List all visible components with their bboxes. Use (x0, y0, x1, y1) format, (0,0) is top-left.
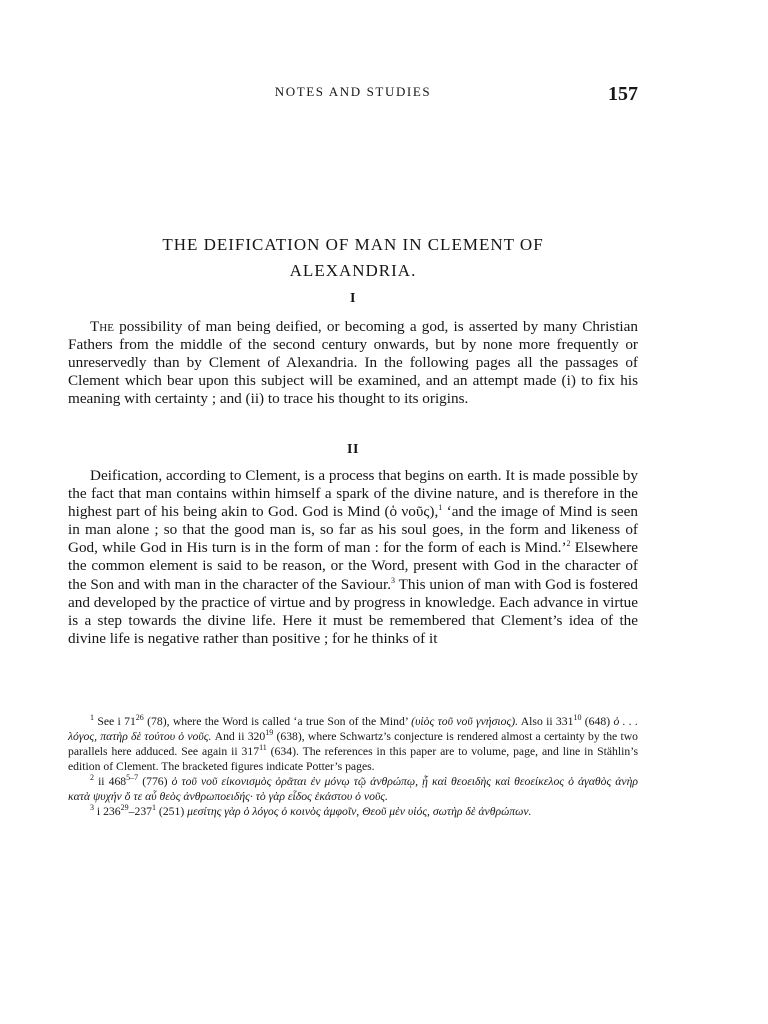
footnote-2-mark: 2 (90, 773, 94, 783)
paragraph-2 (68, 467, 638, 648)
paragraph-2-part-c: Elsewhere the common element is said to be reason, or the Word, present with God in the character of the Son and with man in the character of the Saviour. (68, 539, 638, 593)
title-line-1: THE DEIFICATION OF MAN IN CLEMENT OF (162, 235, 544, 254)
footnotes (68, 714, 638, 819)
footnote-ref-2: 2 (566, 539, 571, 549)
paragraph-2-part-a: Deification, according to Clement, is a process that begins on earth. It is made possible by the fact that man contains within himself a spark of the divine nature, and is therefore in the highest part of his being akin to God. God is Mind (ὁ νοῦς), (68, 467, 638, 521)
paragraph-2-part-b: ‘and the image of Mind is seen in man alone ; so that the good man is, so far as his soul goes, in the form and likeness of God, while God in His turn is in the form of man : for the form of each is Mind.’ (68, 503, 639, 557)
running-head: NOTES AND STUDIES (274, 84, 432, 99)
footnote-ref-3: 3 (391, 575, 396, 585)
article-title (68, 232, 638, 284)
paragraph-1-text: possibility of man being deified, or becoming a god, is asserted by many Christian Fathers from the middle of the second century onwards, but by none more frequently or unreservedly than by Clement of Alexandria. In the following pages all the passages of Clement which bear upon this subject will be examined, and an attempt made (i) to fix his meaning with certainty ; and (ii) to trace his thought to its origins. (68, 318, 638, 408)
footnote-1: $^1$ See i $71^{26}$ (78), where the Word is called ‘a true Son of the Mind’ (υἱὸς τοῦ νοῦ γνήσιος). Also ii $331^{10}$ (648) ὁ . . . λόγος, πατὴρ δὲ τούτου ὁ νοῦς. And ii $320^{19}$ (638), where Schwartz’s conjecture is rendered almost a certainty by the two parallels here adduced. See again ii $317^{11}$ (634). The references in this paper are to volume, page, and line in Stählin’s edition of Clement. The bracketed figures indicate Potter’s pages. (68, 713, 639, 773)
greek-text: μεσίτης γὰρ ὁ λόγος ὁ κοινὸς ἀμφοῖν, Θεοῦ μὲν υἱός, σωτὴρ δὲ ἀνθρώπων. (187, 805, 532, 818)
paragraph-2-part-d: This union of man with God is fostered and developed by the practice of virtue and by progress in knowledge. Each advance in virtue is a step towards the divine life. Here it must be remembered that Clement’s idea of the divine life is negative rather than positive ; for he thinks of it (68, 575, 638, 647)
greek-text: (υἱὸς τοῦ νοῦ γνήσιος). (411, 715, 519, 728)
footnote-3-mark: 3 (90, 803, 94, 813)
greek-text: ὁ . . . λόγος, πατὴρ δὲ τούτου ὁ νοῦς. (68, 715, 639, 743)
footnote-2: $^2$ ii 468$^{5-7}$ (776) ὁ τοῦ νοῦ εἰκονισμὸς ὁρᾶται ἐν μόνῳ τῷ ἀνθρώπῳ, ᾗ καὶ θεοειδὴς καὶ θεοείκελος ὁ ἀγαθὸς ἀνὴρ κατὰ ψυχήν ὅ τε αὖ θεὸς ἀνθρωποειδής· τὸ γὰρ εἶδος ἑκάστου ὁ νοῦς. (68, 773, 638, 803)
title-line-2: ALEXANDRIA. (289, 261, 417, 280)
footnote-1-mark: 1 (90, 713, 94, 723)
section-heading-2: II (347, 442, 359, 457)
footnote-3: $^3$ i $236^{29}-237^1$ (251) μεσίτης γὰρ ὁ λόγος ὁ κοινὸς ἀμφοῖν, Θεοῦ μὲν υἱός, σωτὴρ δὲ ἀνθρώπων. (90, 803, 532, 818)
page-number: 157 (608, 83, 638, 105)
paragraph-1-lead: The (90, 318, 114, 335)
greek-text: ὁ τοῦ νοῦ εἰκονισμὸς ὁρᾶται ἐν μόνῳ τῷ ἀνθρώπῳ, ᾗ καὶ θεοειδὴς καὶ θεοείκελος ὁ ἀγαθὸς ἀνὴρ κατὰ ψυχήν ὅ τε αὖ θεὸς ἀνθρωποειδής· τὸ γὰρ εἶδος ἑκάστου ὁ νοῦς. (68, 775, 638, 803)
paragraph-1 (68, 318, 638, 408)
page-header (68, 84, 638, 108)
section-heading-1: I (350, 291, 356, 306)
footnote-ref-1: 1 (438, 503, 443, 513)
